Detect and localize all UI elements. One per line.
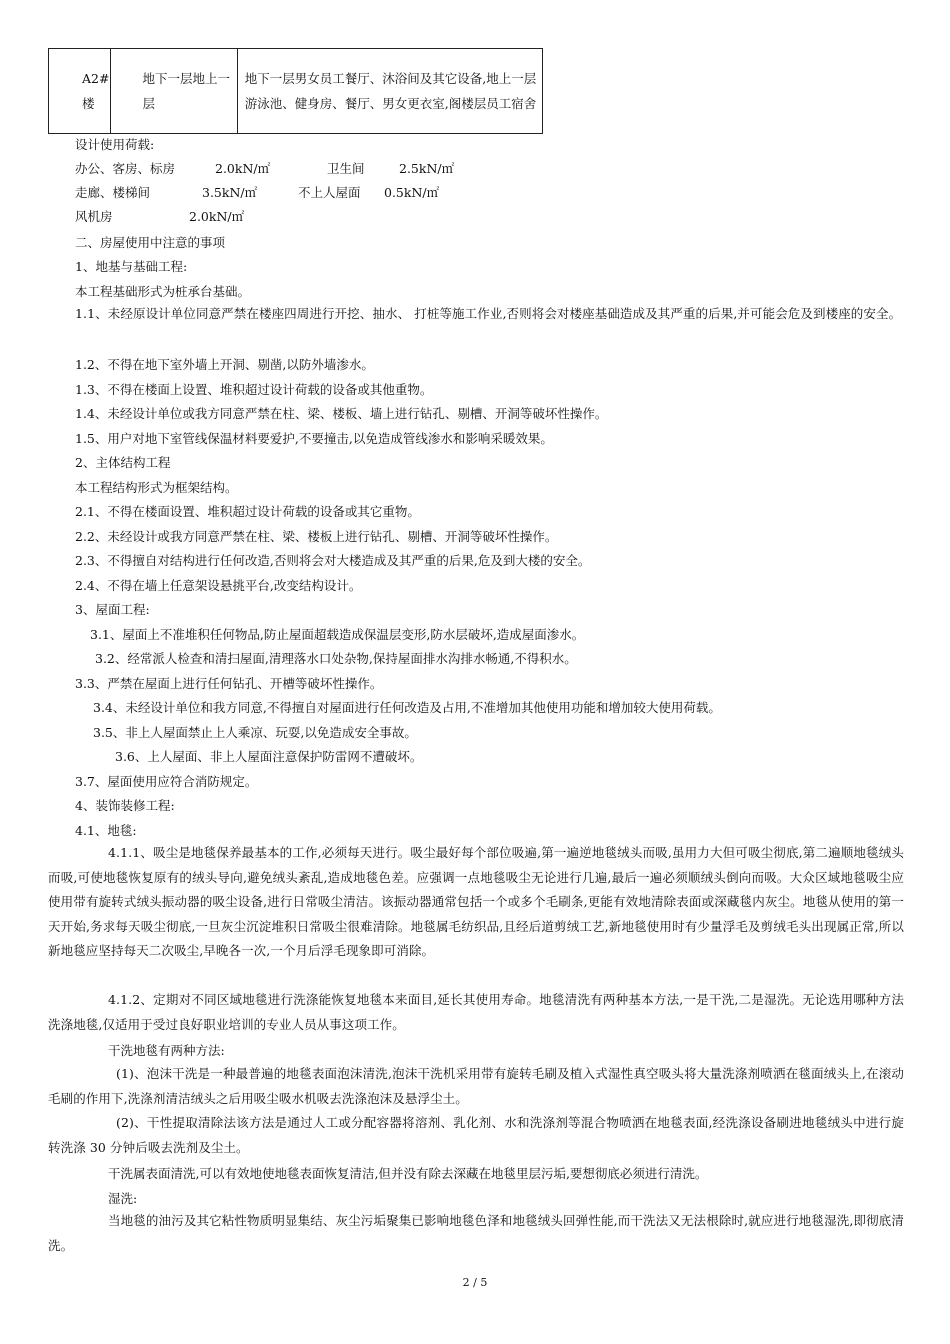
subsection-heading: 4.1、地毯: bbox=[75, 823, 137, 838]
paragraph: 当地毯的油污及其它粘性物质明显集结、灰尘污垢聚集已影响地毯色泽和地毯绒头回弹性能,而干洗法又无法根除时,就应进行地毯湿洗,即彻底清洗。 bbox=[48, 1213, 904, 1253]
paragraph: 1.5、用户对地下室管线保温材料要爱护,不要撞击,以免造成管线渗水和影响采暖效果。 bbox=[75, 431, 553, 446]
paragraph: 湿洗: bbox=[108, 1191, 138, 1206]
paragraph: (2)、干性提取清除法该方法是通过人工或分配容器将溶剂、乳化剂、水和洗涤剂等混合物喷洒在地毯表面,经洗涤设备刷进地毯绒头中进行旋转洗涤 30 分钟后吸去洗剂及尘土。 bbox=[48, 1115, 904, 1155]
paragraph: 4.1.2、定期对不同区域地毯进行洗涤能恢复地毯本来面目,延长其使用寿命。地毯清洗有两种基本方法,一是干洗,二是湿洗。无论选用哪种方法洗涤地毯,仅适用于受过良好职业培训的专业人员从事这项工作。 bbox=[48, 992, 904, 1032]
paragraph: 2.4、不得在墙上任意架设悬挑平台,改变结构设计。 bbox=[75, 578, 362, 593]
section-heading: 二、房屋使用中注意的事项 bbox=[75, 235, 226, 250]
subsection-heading: 3、屋面工程: bbox=[75, 602, 150, 617]
subsection-heading: 4、装饰装修工程: bbox=[75, 798, 175, 813]
function-cell: 地下一层男女员工餐厅、沐浴间及其它设备,地上一层游泳池、健身房、餐厅、男女更衣室,阁楼层员工宿舍 bbox=[238, 49, 543, 134]
building-cell: A2#楼 bbox=[49, 49, 111, 134]
paragraph: (1)、泡沫干洗是一种最普遍的地毯表面泡沫清洗,泡沫干洗机采用带有旋转毛刷及植入式湿性真空吸头将大量洗涤剂喷洒在毯面绒头上,在滚动毛刷的作用下,洗涤剂清洁绒头之后用吸尘吸水机吸去洗涤泡沫及悬浮尘土。 bbox=[48, 1066, 904, 1106]
paragraph: 3.1、屋面上不准堆积任何物品,防止屋面超载造成保温层变形,防水层破坏,造成屋面渗水。 bbox=[90, 627, 585, 642]
paragraph: 1.3、不得在楼面上设置、堆积超过设计荷载的设备或其他重物。 bbox=[75, 382, 433, 397]
building-table bbox=[48, 48, 543, 134]
paragraph: 3.4、未经设计单位和我方同意,不得擅自对屋面进行任何改造及占用,不准增加其他使用功能和增加较大使用荷载。 bbox=[93, 700, 721, 715]
paragraph: 2.3、不得擅自对结构进行任何改造,否则将会对大楼造成及其严重的后果,危及到大楼的安全。 bbox=[75, 553, 591, 568]
paragraph: 本工程基础形式为桩承台基础。 bbox=[75, 284, 251, 299]
paragraph: 本工程结构形式为框架结构。 bbox=[75, 480, 238, 495]
paragraph: 干洗属表面清洗,可以有效地使地毯表面恢复清洁,但并没有除去深藏在地毯里层污垢,要想彻底必须进行清洗。 bbox=[108, 1166, 708, 1181]
paragraph: 2.2、未经设计或我方同意严禁在柱、梁、楼板上进行钻孔、剔槽、开洞等破坏性操作。 bbox=[75, 529, 558, 544]
paragraph: 1.2、不得在地下室外墙上开洞、剔凿,以防外墙渗水。 bbox=[75, 357, 374, 372]
load-row: 风机房 2.0kN/㎡ bbox=[75, 209, 245, 224]
paragraph: 4.1.1、吸尘是地毯保养最基本的工作,必须每天进行。吸尘最好每个部位吸遍,第一遍逆地毯绒头而吸,虽用力大但可吸尘彻底,第二遍顺地毯绒头而吸,可使地毯恢复原有的绒头导向,避免绒头紊乱,造成地毯色差。应强调一点地毯吸尘无论进行几遍,最后一遍必须顺绒头倒向而吸。大众区域地毯吸尘应使用带有旋转式绒头振动器的吸尘设备,进行日常吸尘清洁。该振动器通常包括一个或多个毛刷条,更能有效地清除表面或深藏毯内灰尘。地毯从使用的第一天开始,务求每天吸尘彻底,一旦灰尘沉淀堆积日常吸尘很难清除。地毯属毛纺织品,且经后道剪绒工艺,新地毯使用时有少量浮毛及剪绒毛头出现属正常,所以新地毯应坚持每天二次吸尘,早晚各一次,一个月后浮毛现象即可消除。 bbox=[48, 845, 904, 958]
load-row: 走廊、楼梯间 3.5kN/㎡ 不上人屋面 0.5kN/㎡ bbox=[75, 185, 440, 200]
paragraph: 1.1、未经原设计单位同意严禁在楼座四周进行开挖、抽水、 打桩等施工作业,否则将会对楼座基础造成及其严重的后果,并可能会危及到楼座的安全。 bbox=[75, 306, 902, 321]
table-row bbox=[49, 49, 543, 134]
paragraph: 3.3、严禁在屋面上进行任何钻孔、开槽等破坏性操作。 bbox=[75, 676, 383, 691]
paragraph: 3.6、上人屋面、非上人屋面注意保护防雷网不遭破坏。 bbox=[115, 749, 423, 764]
paragraph: 干洗地毯有两种方法: bbox=[108, 1043, 225, 1058]
floors-cell: 地下一层地上一层 bbox=[111, 49, 238, 134]
load-row: 办公、客房、标房 2.0kN/㎡ 卫生间 2.5kN/㎡ bbox=[75, 161, 455, 176]
paragraph: 1.4、未经设计单位或我方同意严禁在柱、梁、楼板、墙上进行钻孔、剔槽、开洞等破坏性操作。 bbox=[75, 406, 608, 421]
paragraph: 2.1、不得在楼面设置、堆积超过设计荷载的设备或其它重物。 bbox=[75, 504, 420, 519]
paragraph: 3.2、经常派人检查和清扫屋面,清理落水口处杂物,保持屋面排水沟排水畅通,不得积水。 bbox=[95, 651, 577, 666]
page-number: 2 / 5 bbox=[462, 1276, 488, 1289]
paragraph: 3.7、屋面使用应符合消防规定。 bbox=[75, 774, 258, 789]
paragraph: 3.5、非上人屋面禁止上人乘凉、玩耍,以免造成安全事故。 bbox=[93, 725, 417, 740]
subsection-heading: 2、主体结构工程 bbox=[75, 455, 171, 470]
design-load-heading: 设计使用荷载: bbox=[75, 137, 155, 152]
subsection-heading: 1、地基与基础工程: bbox=[75, 259, 188, 274]
